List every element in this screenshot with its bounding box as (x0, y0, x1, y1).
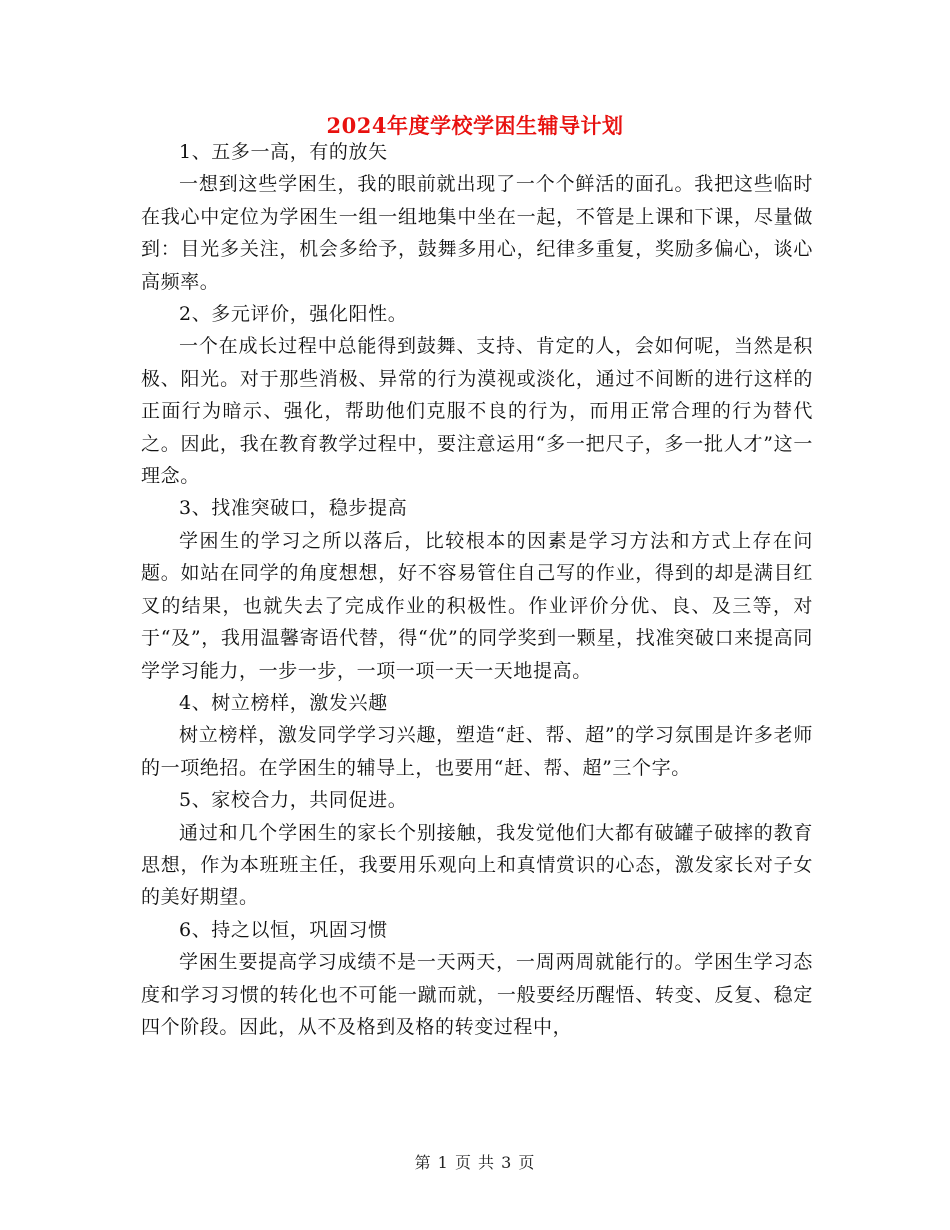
paragraph-1: 一想到这些学困生，我的眼前就出现了一个个鲜活的面孔。我把这些临时在我心中定位为学困生一组一组地集中坐在一起，不管是上课和下课，尽量做到：目光多关注，机会多给予，鼓舞多用心，纪律多重复，奖励多偏心，谈心高频率。 (141, 173, 813, 293)
document-body (141, 136, 813, 1043)
heading-1: 1、五多一高，有的放矢 (179, 141, 388, 163)
heading-5: 5、家校合力，共同促进。 (179, 789, 408, 812)
paragraph-2: 一个在成长过程中总能得到鼓舞、支持、肯定的人，会如何呢，当然是积极、阳光。对于那些消极、异常的行为漠视或淡化，通过不间断的进行这样的正面行为暗示、强化，帮助他们克服不良的行为，而用正常合理的行为替代之。因此，我在教育教学过程中，要注意运用“多一把尺子，多一批人才”这一理念。 (141, 335, 813, 488)
heading-6: 6、持之以恒，巩固习惯 (179, 918, 388, 941)
heading-3: 3、找准突破口，稳步提高 (179, 497, 408, 520)
document-title: 2024年度学校学困生辅导计划 (326, 113, 624, 138)
page-footer: 第 1 页 共 3 页 (414, 1153, 536, 1172)
heading-2: 2、多元评价，强化阳性。 (179, 303, 408, 326)
paragraph-5: 通过和几个学困生的家长个别接触，我发觉他们大都有破罐子破摔的教育思想，作为本班班主任，我要用乐观向上和真情赏识的心态，激发家长对子女的美好期望。 (141, 821, 813, 909)
paragraph-3: 学困生的学习之所以落后，比较根本的因素是学习方法和方式上存在问题。如站在同学的角度想想，好不容易管住自己写的作业，得到的却是满目红叉的结果，也就失去了完成作业的积极性。作业评价分优、良、及三等，对于“及”，我用温馨寄语代替，得“优”的同学奖到一颗星，找准突破口来提高同学学习能力，一步一步，一项一项一天一天地提高。 (141, 529, 813, 682)
paragraph-6: 学困生要提高学习成绩不是一天两天，一周两周就能行的。学困生学习态度和学习习惯的转化也不可能一蹴而就，一般要经历醒悟、转变、反复、稳定四个阶段。因此，从不及格到及格的转变过程中， (141, 951, 813, 1038)
heading-4: 4、树立榜样，激发兴趣 (179, 691, 388, 714)
paragraph-4: 树立榜样，激发同学学习兴趣，塑造“赶、帮、超”的学习氛围是许多老师的一项绝招。在学困生的辅导上，也要用“赶、帮、超”三个字。 (141, 724, 813, 779)
